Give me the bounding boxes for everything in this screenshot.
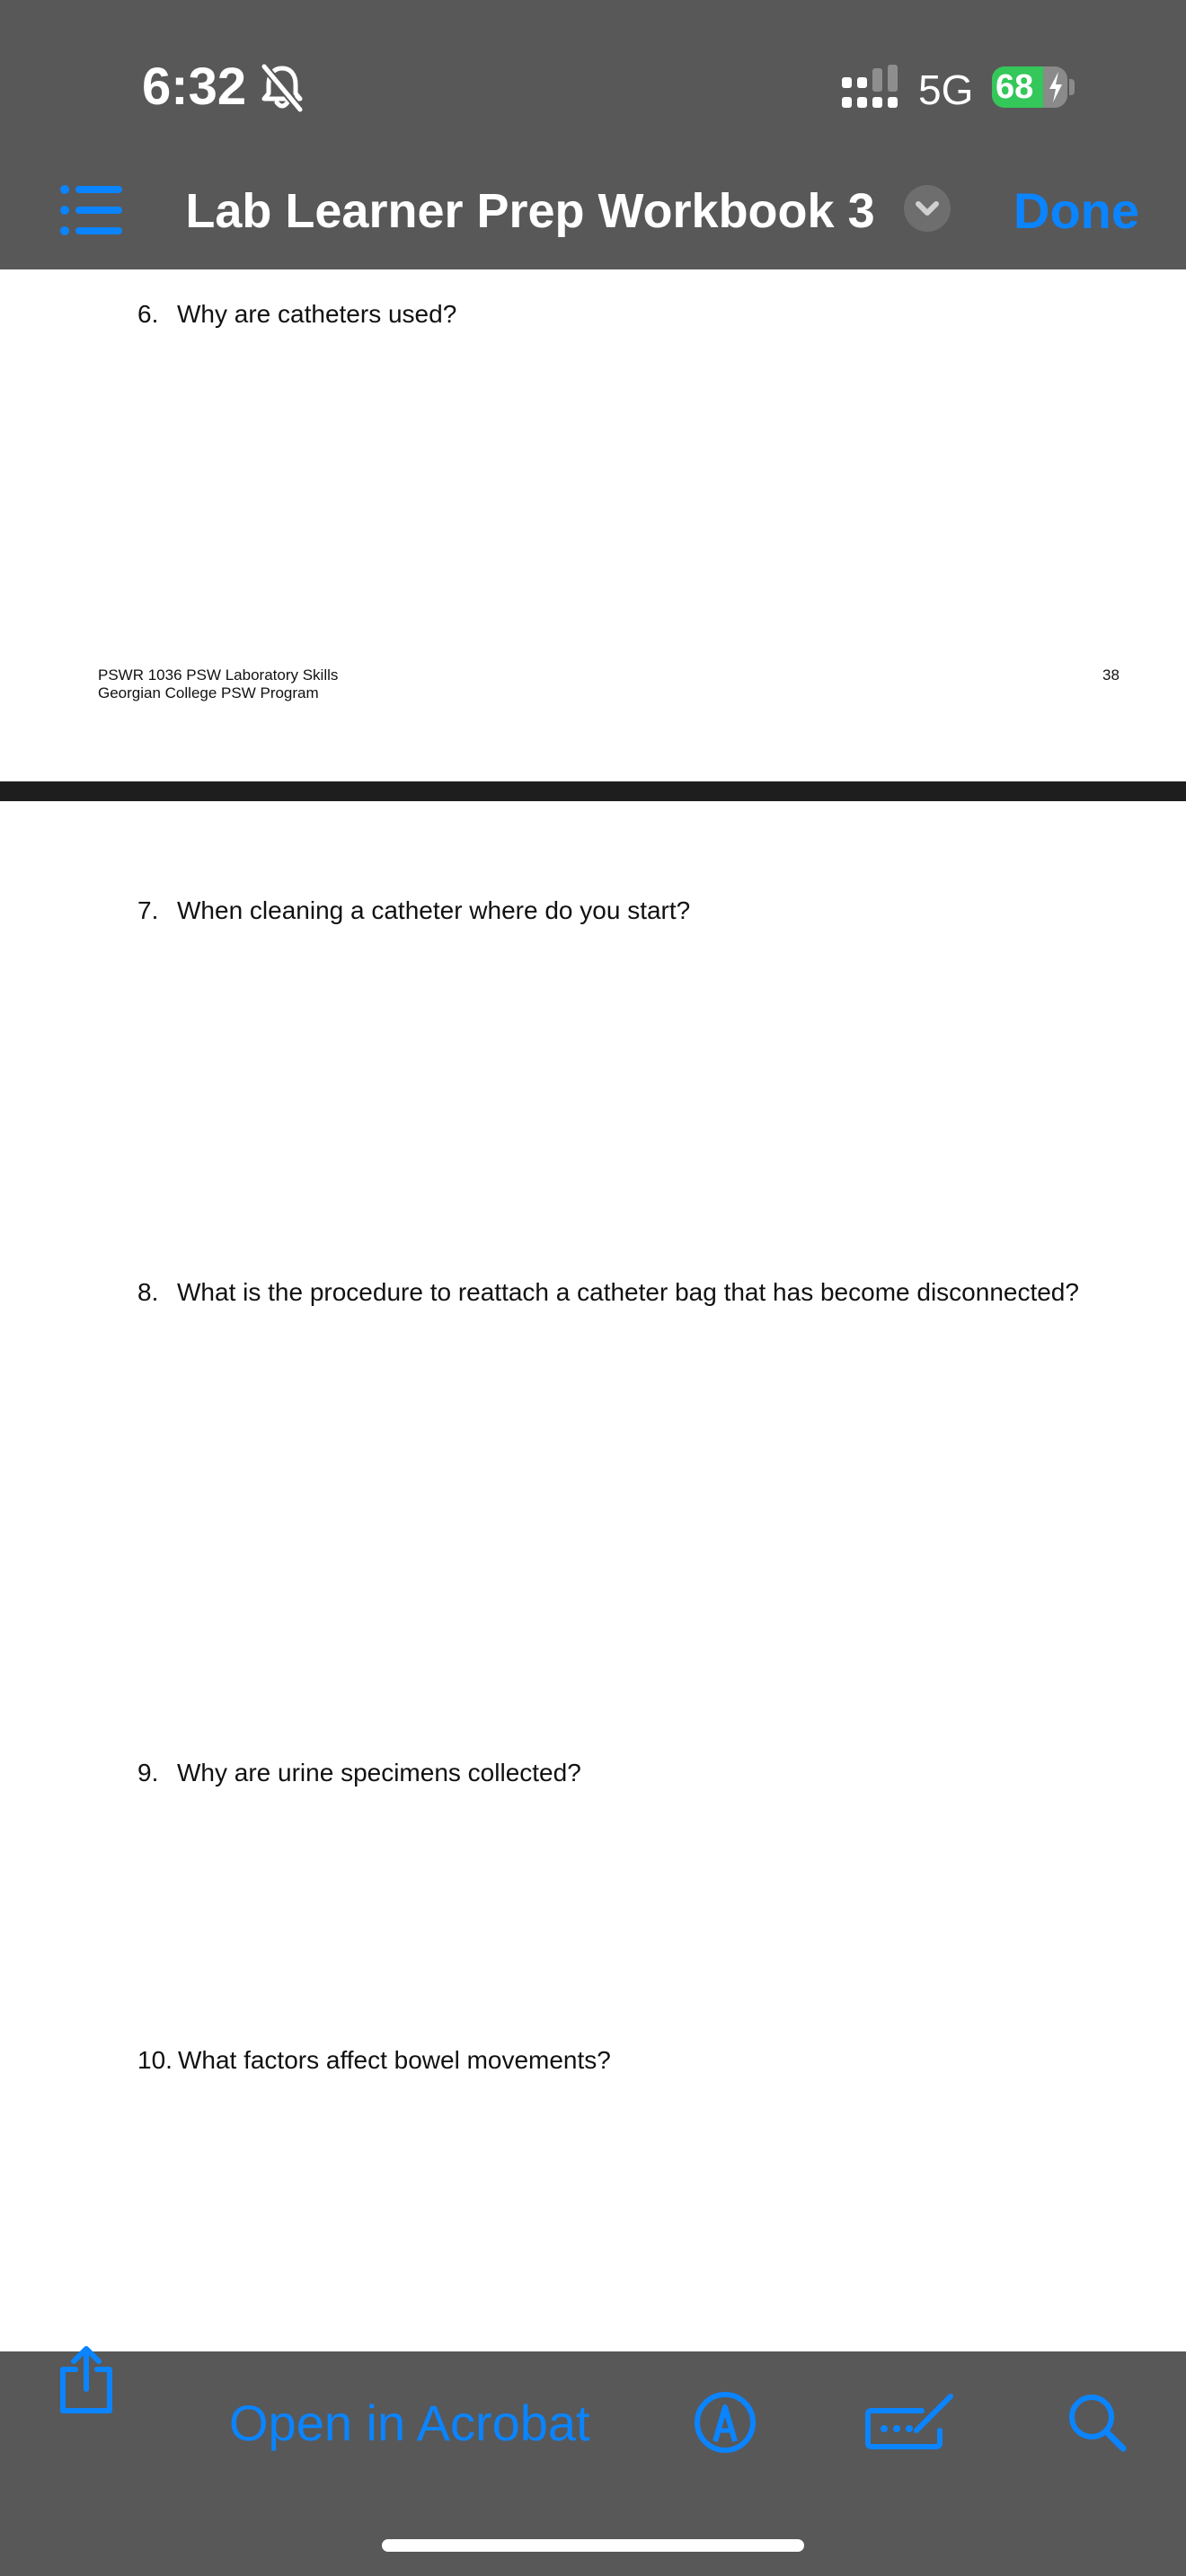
silent-bell-icon [259, 63, 305, 113]
question-8 [137, 1276, 1079, 1309]
document-page-39 [0, 801, 1186, 2351]
open-in-acrobat-button[interactable]: Open in Acrobat [229, 2395, 590, 2451]
question-10 [137, 2044, 611, 2077]
chevron-down-icon [904, 185, 951, 232]
question-number: 7. [137, 896, 159, 924]
title-menu-button[interactable] [904, 185, 951, 232]
question-text: What factors affect bowel movements? [177, 2046, 611, 2074]
document-page-38 [0, 269, 1186, 781]
battery-tip [1069, 79, 1075, 95]
question-text: Why are urine specimens collected? [177, 1759, 581, 1786]
question-number: 6. [137, 300, 159, 328]
page-number: 38 [1102, 666, 1120, 684]
question-7 [137, 895, 690, 927]
question-6 [137, 298, 456, 331]
question-9 [137, 1757, 581, 1789]
table-of-contents-icon[interactable] [59, 183, 124, 237]
footer-program: Georgian College PSW Program [98, 684, 319, 701]
document-title[interactable]: Lab Learner Prep Workbook 3 [185, 184, 875, 238]
battery-percent: 68 [996, 68, 1034, 106]
question-text: When cleaning a catheter where do you start? [177, 896, 691, 924]
share-icon[interactable] [58, 2342, 115, 2414]
done-button[interactable]: Done [1013, 182, 1139, 239]
markup-pen-icon[interactable] [694, 2391, 757, 2454]
footer-course: PSWR 1036 PSW Laboratory Skills [98, 666, 339, 684]
fill-sign-icon[interactable] [864, 2391, 956, 2454]
question-number: 10. [137, 2046, 173, 2074]
charging-bolt-icon [1048, 72, 1064, 102]
question-text: Why are catheters used? [177, 300, 457, 328]
question-number: 8. [137, 1278, 159, 1306]
network-type: 5G [918, 66, 974, 113]
battery-indicator [992, 66, 1067, 108]
home-indicator[interactable] [382, 2539, 804, 2552]
status-time: 6:32 [142, 57, 247, 116]
search-icon[interactable] [1066, 2391, 1128, 2454]
question-number: 9. [137, 1759, 159, 1786]
page-separator [0, 781, 1186, 801]
cellular-signal-icon [840, 65, 903, 111]
question-text: What is the procedure to reattach a catheter bag that has become disconnected? [177, 1278, 1079, 1306]
